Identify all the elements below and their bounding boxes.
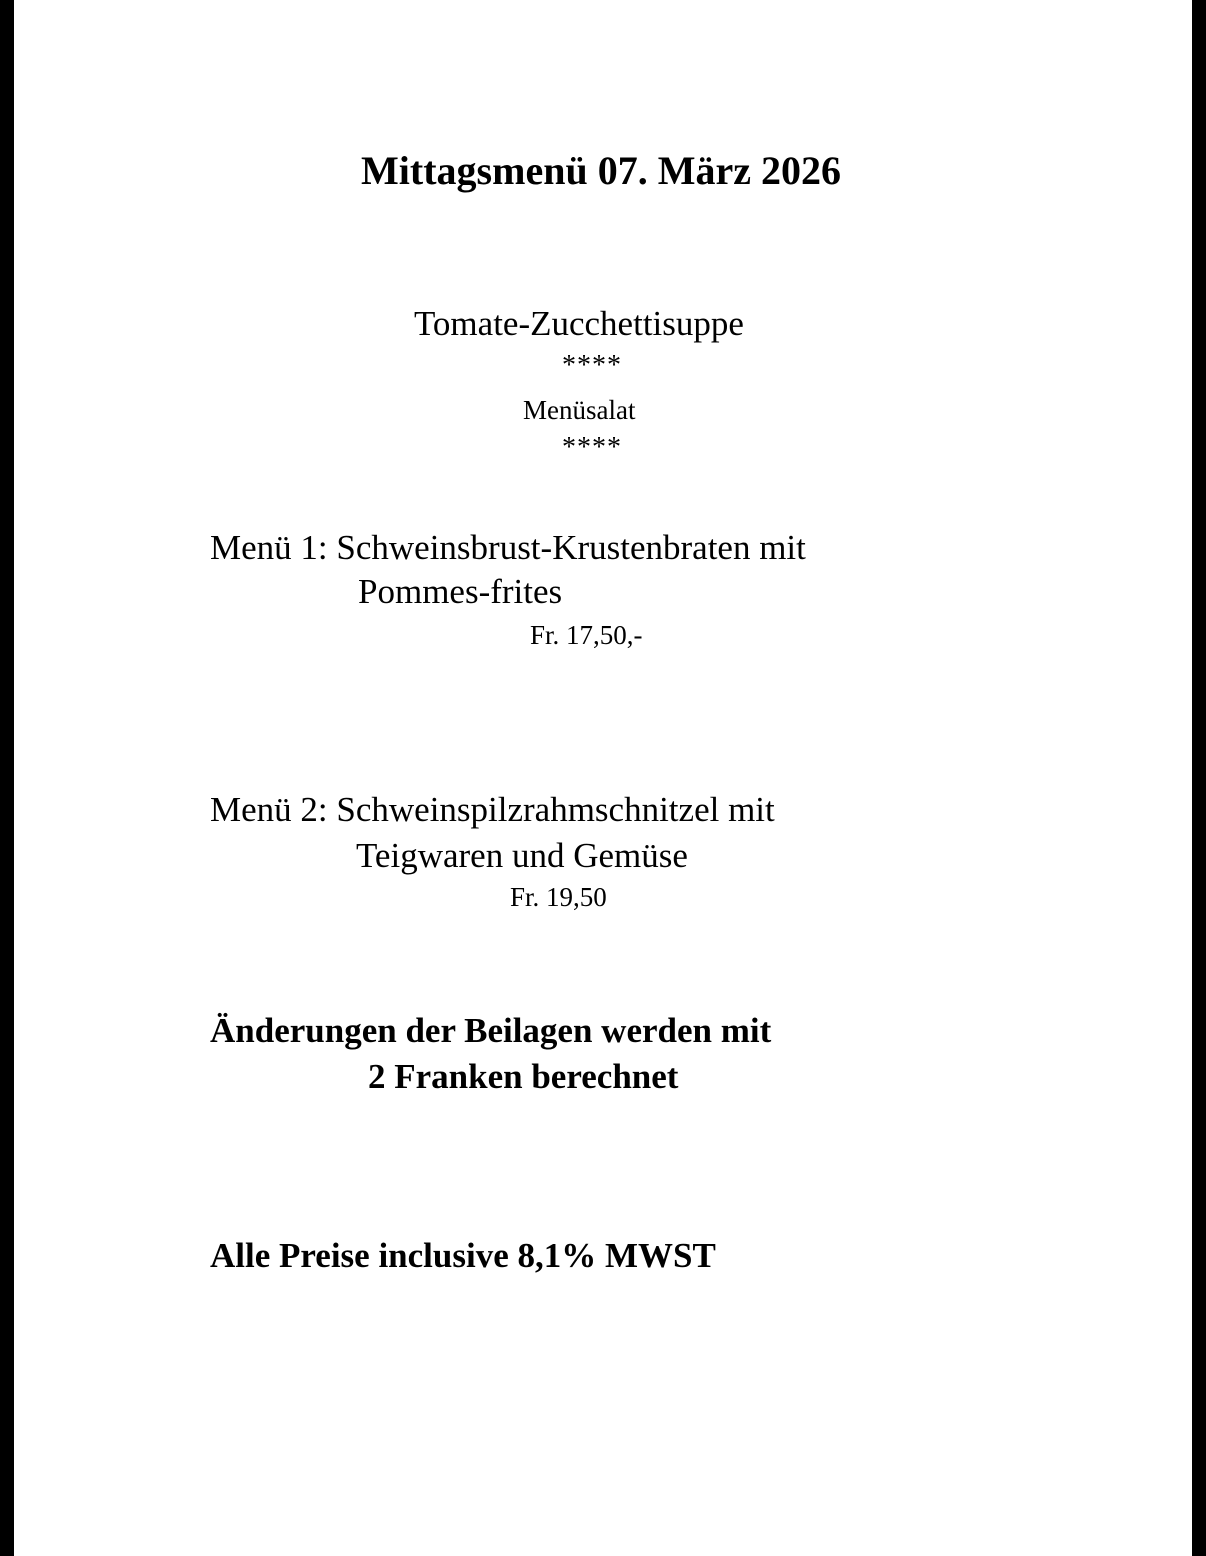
soup-item: Tomate-Zucchettisuppe	[414, 304, 744, 343]
menu-1-side: Pommes-frites	[358, 572, 563, 611]
menu-2-side: Teigwaren und Gemüse	[356, 836, 688, 875]
menu-page	[14, 0, 1192, 1556]
vat-note: Alle Preise inclusive 8,1% MWST	[210, 1236, 716, 1275]
menu-1-title: Menü 1: Schweinsbrust-Krustenbraten mit	[210, 528, 806, 567]
separator-stars: ****	[562, 350, 622, 381]
page-title-text: Mittagsmenü 07. März 2026	[361, 148, 841, 193]
menu-2-price: Fr. 19,50	[510, 882, 607, 912]
menu-2-title: Menü 2: Schweinspilzrahmschnitzel mit	[210, 790, 775, 829]
salad-item: Menüsalat	[523, 395, 636, 425]
side-change-note-line-2: 2 Franken berechnet	[368, 1057, 679, 1096]
side-change-note-line-1: Änderungen der Beilagen werden mit	[210, 1011, 772, 1050]
separator-stars: ****	[562, 432, 622, 463]
menu-1-price: Fr. 17,50,-	[530, 620, 643, 650]
page-title	[14, 148, 1192, 193]
